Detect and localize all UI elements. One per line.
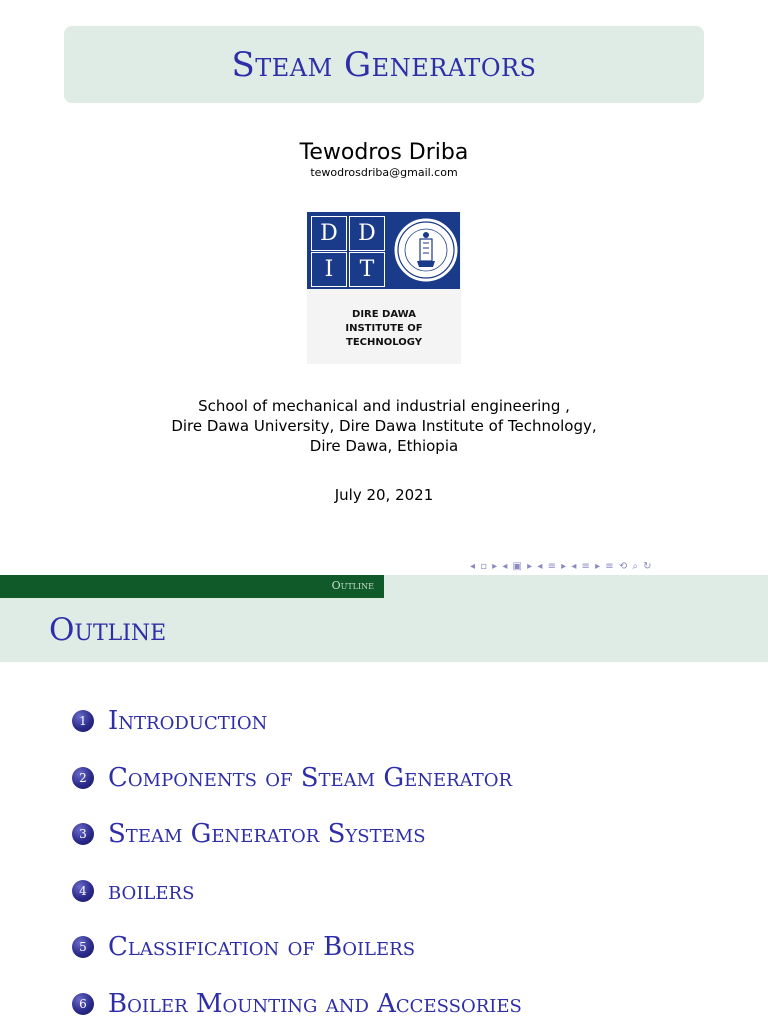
toc-item[interactable] [72, 863, 522, 920]
affiliation-line3: Dire Dawa, Ethiopia [0, 436, 768, 456]
toc-item[interactable] [72, 693, 522, 750]
ddit-logo [307, 212, 461, 364]
table-of-contents [72, 693, 522, 1032]
frame-title: Outline [49, 612, 166, 648]
number-bullet-icon: 4 [72, 880, 94, 902]
logo-caption-line1: DIRE DAWA [307, 308, 461, 322]
section-header-bar [0, 575, 384, 598]
presentation-date: July 20, 2021 [0, 486, 768, 504]
frame-title-box [0, 598, 768, 662]
number-bullet-icon: 3 [72, 823, 94, 845]
section-header-label[interactable]: Outline [332, 579, 374, 592]
outline-slide [0, 575, 768, 1024]
author-email: tewodrosdriba@gmail.com [0, 166, 768, 179]
logo-caption-line2: INSTITUTE OF TECHNOLOGY [307, 322, 461, 350]
toc-item-label[interactable]: Components of Steam Generator [108, 763, 512, 793]
logo-caption [307, 308, 461, 350]
author-name: Tewodros Driba [0, 140, 768, 165]
affiliation-line2: Dire Dawa University, Dire Dawa Institute of Technology, [0, 416, 768, 436]
title-box [64, 26, 704, 103]
logo-letter: D [349, 216, 385, 251]
affiliation-line1: School of mechanical and industrial engineering , [0, 396, 768, 416]
number-bullet-icon: 1 [72, 710, 94, 732]
logo-letter: T [349, 252, 385, 287]
toc-item[interactable] [72, 750, 522, 807]
beamer-navigation-icons[interactable]: ◂ ▫ ▸ ◂ ▣ ▸ ◂ ≡ ▸ ◂ ≡ ▸ ≡ ⟲ ⌕ ↻ [470, 561, 653, 572]
logo-letter: I [311, 252, 347, 287]
toc-item-label[interactable]: Classification of Boilers [108, 932, 415, 962]
toc-item-label[interactable]: Introduction [108, 706, 267, 736]
toc-item-label[interactable]: boilers [108, 876, 194, 906]
number-bullet-icon: 5 [72, 936, 94, 958]
university-seal-icon [393, 215, 459, 285]
toc-item-label[interactable]: Boiler Mounting and Accessories [108, 989, 522, 1019]
affiliation [0, 396, 768, 456]
presentation-title: Steam Generators [231, 45, 536, 85]
logo-letter-grid [307, 212, 460, 289]
toc-item-label[interactable]: Steam Generator Systems [108, 819, 426, 849]
number-bullet-icon: 2 [72, 767, 94, 789]
toc-item[interactable] [72, 919, 522, 976]
logo-letter: D [311, 216, 347, 251]
number-bullet-icon: 6 [72, 993, 94, 1015]
header-right-bar [384, 575, 768, 598]
toc-item[interactable] [72, 806, 522, 863]
